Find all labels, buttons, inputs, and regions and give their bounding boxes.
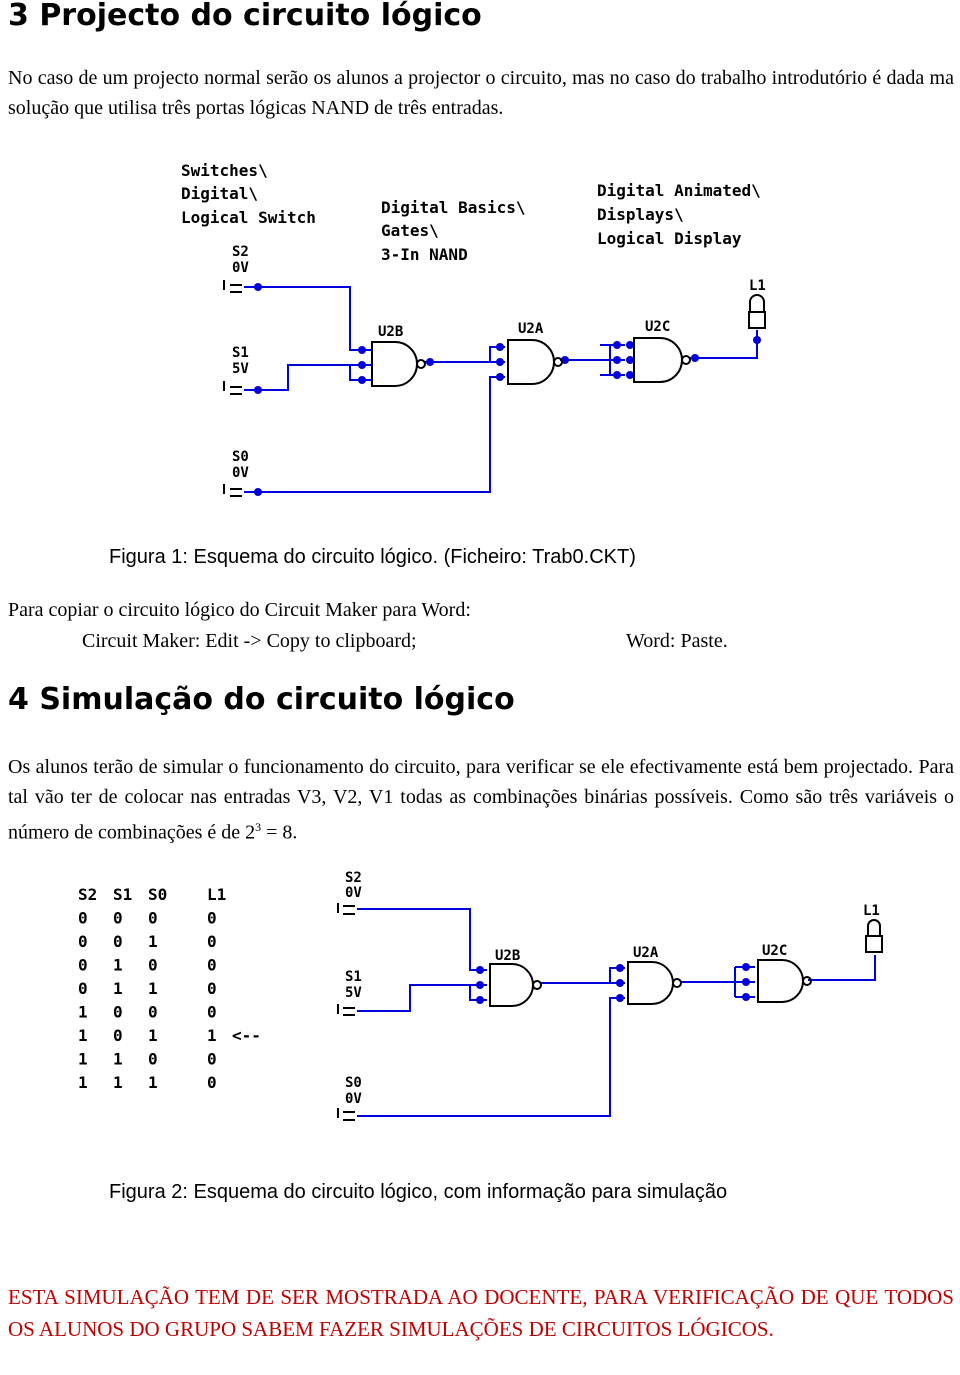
svg-text:U2B: U2B [378, 324, 404, 340]
truth-table [78, 885, 261, 1092]
truth-table-cell: 0 [207, 955, 217, 975]
truth-table-cell: 1 [148, 932, 158, 951]
truth-table-cell: 1 [148, 1026, 158, 1045]
svg-text:0V: 0V [232, 260, 249, 276]
figure-2-caption: Figura 2: Esquema do circuito lógico, com informação para simulação [109, 1181, 728, 1203]
svg-text:U2C: U2C [762, 943, 788, 959]
svg-text:S1: S1 [232, 345, 249, 361]
truth-table-cell: 0 [78, 908, 88, 928]
logical-display-l1 [863, 903, 882, 952]
truth-table-header: S2 [78, 885, 98, 904]
exponent: 3 [255, 820, 262, 834]
svg-text:L1: L1 [863, 903, 880, 919]
truth-table-cell: 0 [207, 932, 217, 951]
section-3-title: 3 Projecto do circuito lógico [8, 0, 482, 33]
truth-table-cell: 0 [113, 1026, 123, 1045]
truth-table-cell: 1 [113, 1073, 123, 1092]
truth-table-header: S0 [148, 885, 168, 904]
svg-text:S2: S2 [345, 870, 362, 886]
truth-table-cell: 0 [148, 1049, 158, 1069]
truth-table-cell: 0 [207, 908, 217, 928]
truth-table-cell: 1 [148, 1073, 158, 1092]
svg-text:Gates\: Gates\ [381, 221, 439, 240]
truth-table-cell: 0 [148, 955, 158, 975]
svg-text:U2A: U2A [518, 321, 544, 337]
truth-table-cell: 1 [78, 1073, 88, 1092]
svg-text:Digital Basics\: Digital Basics\ [381, 198, 526, 217]
circuit-wires [357, 909, 875, 1116]
svg-text:U2C: U2C [645, 319, 671, 335]
truth-table-cell: 1 [78, 1049, 88, 1069]
switch-s0 [338, 1075, 362, 1120]
truth-table-header: S1 [113, 885, 133, 904]
truth-table-cell: 1 [207, 1026, 217, 1045]
truth-table-cell: 0 [148, 1002, 158, 1022]
truth-table-cell: 0 [207, 1073, 217, 1092]
svg-text:U2A: U2A [633, 945, 659, 961]
svg-text:5V: 5V [345, 985, 362, 1001]
svg-text:S0: S0 [345, 1075, 362, 1091]
truth-table-cell: 0 [78, 979, 88, 998]
svg-text:S2: S2 [232, 244, 249, 260]
switch-s2 [338, 870, 362, 914]
truth-table-cell: 0 [113, 932, 123, 951]
truth-table-cell: 0 [78, 955, 88, 975]
nand-gate-u2c [758, 943, 811, 1002]
truth-table-cell: 0 [148, 908, 158, 928]
svg-text:Logical Display: Logical Display [597, 229, 742, 248]
truth-table-cell: 0 [113, 908, 123, 928]
truth-table-cell: 1 [113, 955, 123, 975]
truth-table-marker: <-- [232, 1026, 261, 1045]
section-3-intro: No caso de um projecto normal serão os alunos a projector o circuito, mas no caso do trabalho introdutório é dada ma solução que utilisa três portas lógicas NAND de três entradas. [8, 67, 954, 119]
svg-text:0V: 0V [232, 465, 249, 481]
truth-table-cell: 1 [78, 1026, 88, 1045]
truth-table-cell: 0 [78, 932, 88, 951]
switch-s1 [338, 969, 362, 1015]
svg-text:3-In NAND: 3-In NAND [381, 245, 468, 264]
svg-text:S1: S1 [345, 969, 362, 985]
svg-text:Digital Animated\: Digital Animated\ [597, 181, 761, 200]
nand-gate-u2b [490, 948, 541, 1006]
copy-step-word: Word: Paste. [626, 630, 728, 652]
section-4-text: Os alunos terão de simular o funcionamento do circuito, para verificar se ele efectivamente está bem projectado. Para tal vão ter de colocar nas entradas V3, V2, V1 todas as combinações binárias possíveis. Como são três variáveis o número de combinações é de $2^3 = 8$. [8, 756, 954, 844]
warning-notice: ESTA SIMULAÇÃO TEM DE SER MOSTRADA AO DOCENTE, PARA VERIFICAÇÃO DE QUE TODOS OS ALUNOS DO GRUPO SABEM FAZER SIMULAÇÕES DE CIRCUITOS LÓGICOS. [8, 1285, 954, 1341]
truth-table-cell: 0 [113, 1002, 123, 1022]
svg-text:U2B: U2B [495, 948, 521, 964]
figure-1-caption: Figura 1: Esquema do circuito lógico. (Ficheiro: Trab0.CKT) [109, 546, 636, 568]
nand-gate-u2a [628, 945, 681, 1004]
truth-table-cell: 1 [113, 1049, 123, 1069]
svg-text:Logical Switch: Logical Switch [181, 208, 316, 227]
section-4-title: 4 Simulação do circuito lógico [8, 682, 515, 717]
truth-table-cell: 1 [113, 979, 123, 998]
svg-text:0V: 0V [345, 885, 362, 901]
truth-table-cell: 0 [207, 1002, 217, 1022]
svg-text:Switches\: Switches\ [181, 161, 268, 180]
svg-text:Digital\: Digital\ [181, 184, 259, 203]
truth-table-cell: 0 [207, 1049, 217, 1069]
copy-instructions: Para copiar o circuito lógico do Circuit Maker para Word: [8, 599, 471, 621]
truth-table-cell: 1 [78, 1002, 88, 1022]
truth-table-header: L1 [207, 885, 227, 904]
copy-step-circuit-maker: Circuit Maker: Edit -> Copy to clipboard; [82, 630, 417, 652]
svg-text:Displays\: Displays\ [597, 205, 684, 224]
svg-text:5V: 5V [232, 361, 249, 377]
svg-text:S0: S0 [232, 449, 249, 465]
truth-table-cell: 1 [148, 979, 158, 998]
svg-text:0V: 0V [345, 1091, 362, 1107]
truth-table-cell: 0 [207, 979, 217, 998]
svg-text:L1: L1 [749, 278, 766, 294]
